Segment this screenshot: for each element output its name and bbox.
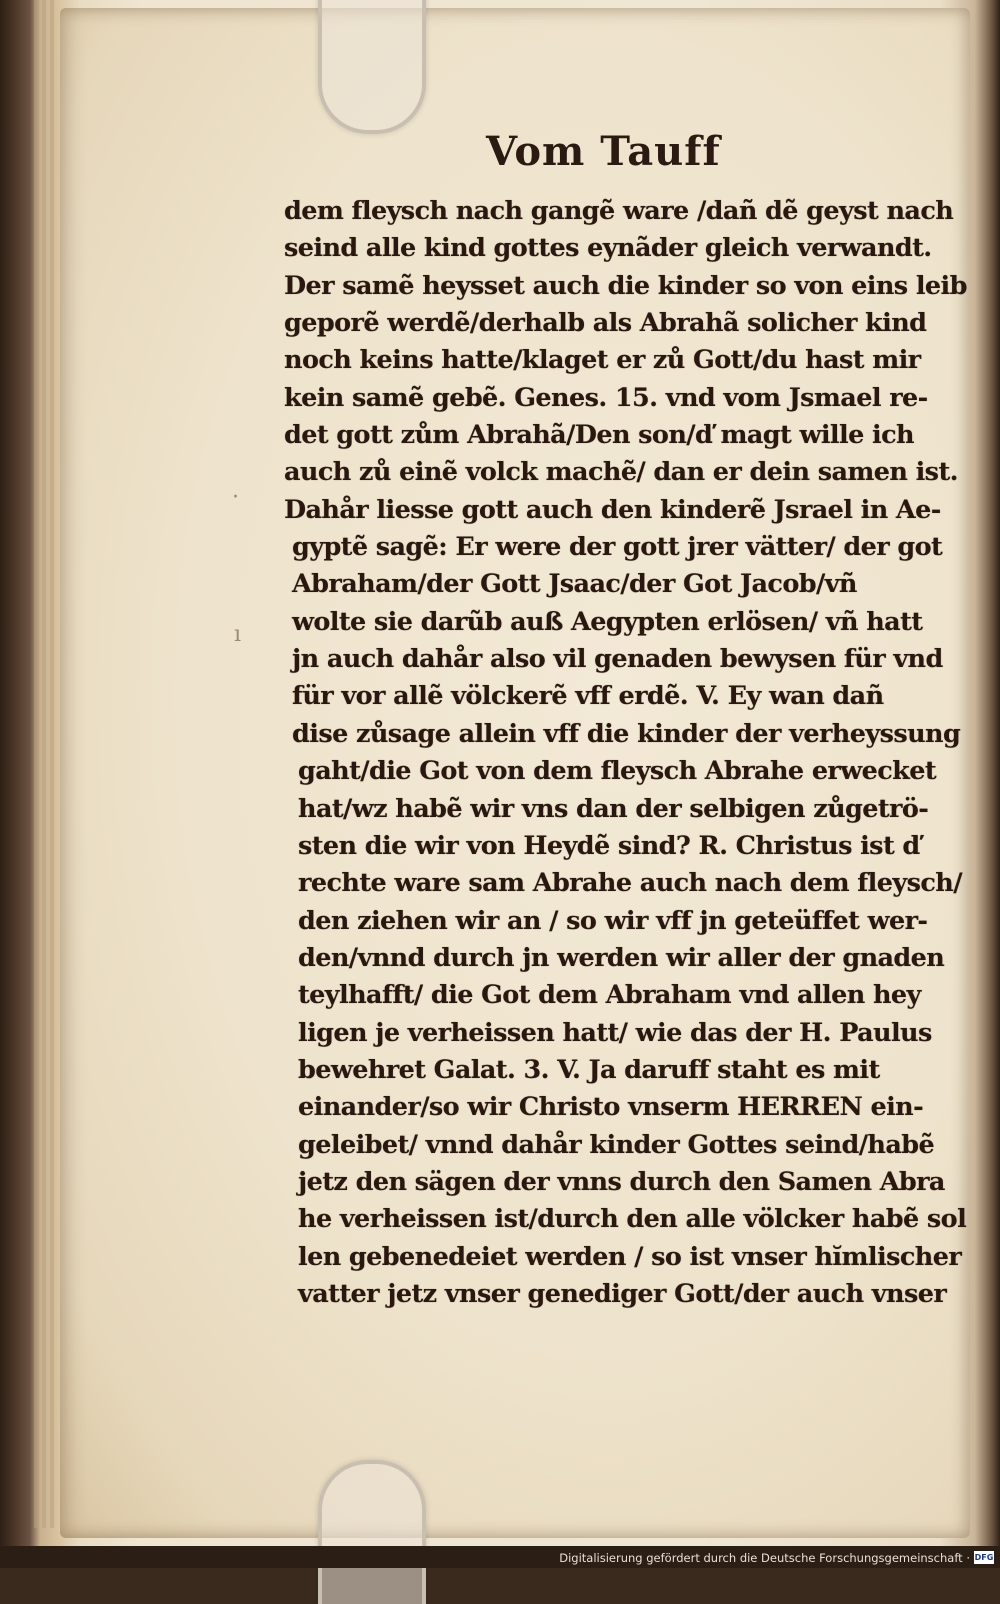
text-line: teylhafft/ die Got dem Abraham vnd allen hey <box>298 980 921 1011</box>
text-line: kein samẽ gebẽ. Genes. 15. vnd vom Jsmael re- <box>284 382 928 413</box>
text-line: gyptẽ sagẽ: Er were der gott jrer vätter/ der got <box>292 532 943 563</box>
page-heading: Vom Tauff <box>486 128 721 175</box>
text-line: wolte sie darũb auß Aegypten erlösen/ vñ hatt <box>292 606 923 637</box>
text-line: rechte ware sam Abrahe auch nach dem fleysch/ <box>298 868 962 899</box>
page-clip-bottom <box>318 1460 426 1604</box>
book-edge-line <box>34 0 38 1528</box>
text-block <box>284 193 967 1313</box>
funding-credit: Digitalisierung gefördert durch die Deutsche Forschungsgemeinschaft · <box>559 1551 970 1565</box>
text-line: den ziehen wir an / so wir vff jn geteüffet wer- <box>298 905 928 936</box>
text-line: noch keins hatte/klaget er zů Gott/du hast mir <box>284 345 921 376</box>
text-line: jn auch dahår also vil genaden bewysen für vnd <box>292 644 943 675</box>
margin-mark: ı <box>234 622 242 647</box>
text-line: jetz den sägen der vnns durch den Samen Abra <box>298 1166 945 1197</box>
book-edge-line <box>50 0 54 1528</box>
footer-bar <box>0 1546 1000 1568</box>
text-line: Dahår liesse gott auch den kinderẽ Jsrael in Ae- <box>284 494 941 525</box>
text-line: geporẽ werdẽ/derhalb als Abrahã solicher kind <box>284 308 927 339</box>
text-line: ligen je verheissen hatt/ wie das der H. Paulus <box>298 1017 932 1048</box>
text-line: sten die wir von Heydẽ sind? R. Christus ist ď <box>298 830 920 861</box>
text-line: auch zů einẽ volck machẽ/ dan er dein samen ist. <box>284 457 958 488</box>
text-line: für vor allẽ völckerẽ vff erdẽ. V. Ey wan dañ <box>292 681 884 712</box>
text-line: he verheissen ist/durch den alle völcker habẽ sol <box>298 1204 967 1235</box>
text-line: vatter jetz vnser genediger Gott/der auch vnser <box>298 1278 947 1309</box>
text-line: bewehret Galat. 3. V. Ja daruff staht es mit <box>298 1054 880 1085</box>
text-line: gaht/die Got von dem fleysch Abrahe erwecket <box>298 756 937 787</box>
margin-mark: · <box>232 485 239 510</box>
dfg-logo: DFG <box>974 1553 994 1562</box>
text-line: len gebenedeiet werden / so ist vnser hĭmlischer <box>298 1241 962 1272</box>
text-line: Der samẽ heysset auch die kinder so von eins leib <box>284 270 967 301</box>
text-line: dise zůsage allein vff die kinder der verheyssung <box>292 718 961 749</box>
text-line: Abraham/der Gott Jsaac/der Got Jacob/vñ <box>292 569 857 600</box>
text-line: det gott zům Abrahã/Den son/ď magt wille ich <box>284 420 914 451</box>
text-line: dem fleysch nach gangẽ ware /dañ dẽ geyst nach <box>284 196 954 226</box>
text-line: den/vnnd durch jn werden wir aller der gnaden <box>298 942 945 973</box>
book-edge-line <box>42 0 46 1528</box>
text-line: seind alle kind gottes eynãder gleich verwandt. <box>284 233 932 264</box>
page-clip-top <box>318 0 426 134</box>
text-line: geleibet/ vnnd dahår kinder Gottes seind/habẽ <box>298 1129 935 1160</box>
text-line: hat/wz habẽ wir vns dan der selbigen zůgetrö- <box>298 793 929 824</box>
text-line: einander/so wir Christo vnserm HERREN ein- <box>298 1092 924 1123</box>
